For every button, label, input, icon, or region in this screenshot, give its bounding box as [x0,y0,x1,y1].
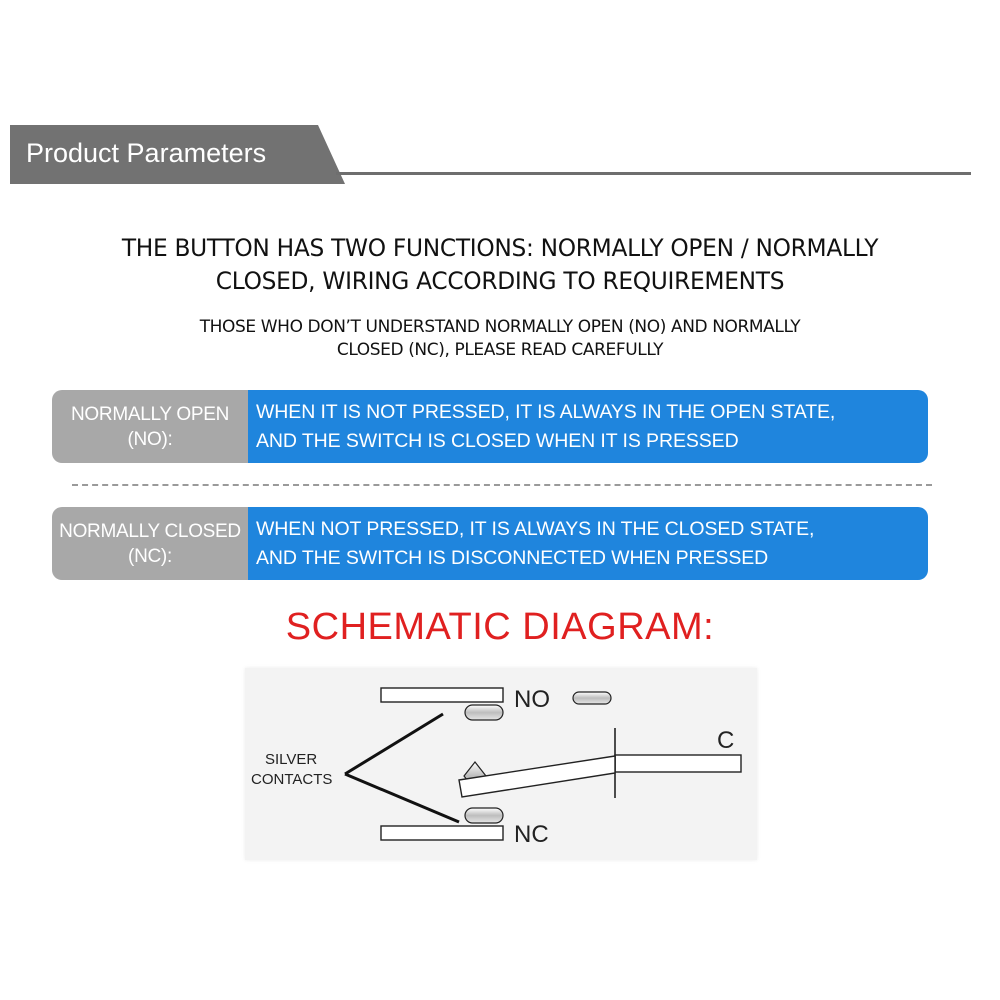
label-silver-line-2: CONTACTS [251,771,333,788]
headline-line-1: THE BUTTON HAS TWO FUNCTIONS: NORMALLY OPEN / NORMALLY [121,234,879,262]
label-c: C [717,727,735,754]
nc-terminal [381,826,503,840]
pointer-line-lower [345,774,459,822]
definition-description [248,507,928,580]
definition-desc-line-2: AND THE SWITCH IS CLOSED WHEN IT IS PRESSED [256,429,739,452]
nc-silver-contact [465,808,503,823]
subheadline [0,316,1000,362]
label-no: NO [514,686,550,713]
subheadline-line-1: THOSE WHO DON’T UNDERSTAND NORMALLY OPEN (NO) AND NORMALLY [199,317,801,337]
definition-row-normally-closed [52,507,928,580]
c-terminal [615,755,741,772]
definition-row-normally-open [52,390,928,463]
definition-desc-line-1: WHEN NOT PRESSED, IT IS ALWAYS IN THE CLOSED STATE, [256,517,815,540]
headline [15,232,985,298]
definition-desc-line-1: WHEN IT IS NOT PRESSED, IT IS ALWAYS IN THE OPEN STATE, [256,400,836,423]
schematic-svg [245,668,757,860]
schematic-diagram [245,668,757,860]
loose-silver-contact [573,692,611,704]
label-silver-line-1: SILVER [265,751,318,768]
no-terminal [381,688,503,702]
header-divider [336,172,971,175]
definition-label-line-1: NORMALLY OPEN [71,403,229,425]
section-title: Product Parameters [26,138,267,168]
definition-label [52,390,248,463]
subheadline-line-2: CLOSED (NC), PLEASE READ CAREFULLY [336,340,664,360]
dashed-divider [72,484,932,486]
definition-label-line-2: (NO): [127,428,173,450]
pointer-line-upper [345,714,443,774]
headline-line-2: CLOSED, WIRING ACCORDING TO REQUIREMENTS [215,267,785,295]
definition-description [248,390,928,463]
definition-label-line-2: (NC): [128,545,172,567]
label-nc: NC [514,821,549,848]
no-silver-contact [465,705,503,720]
moving-blade [459,756,615,797]
definition-label-line-1: NORMALLY CLOSED [59,520,241,542]
definition-label [52,507,248,580]
schematic-title: SCHEMATIC DIAGRAM: [285,606,715,648]
definition-desc-line-2: AND THE SWITCH IS DISCONNECTED WHEN PRESSED [256,546,769,569]
